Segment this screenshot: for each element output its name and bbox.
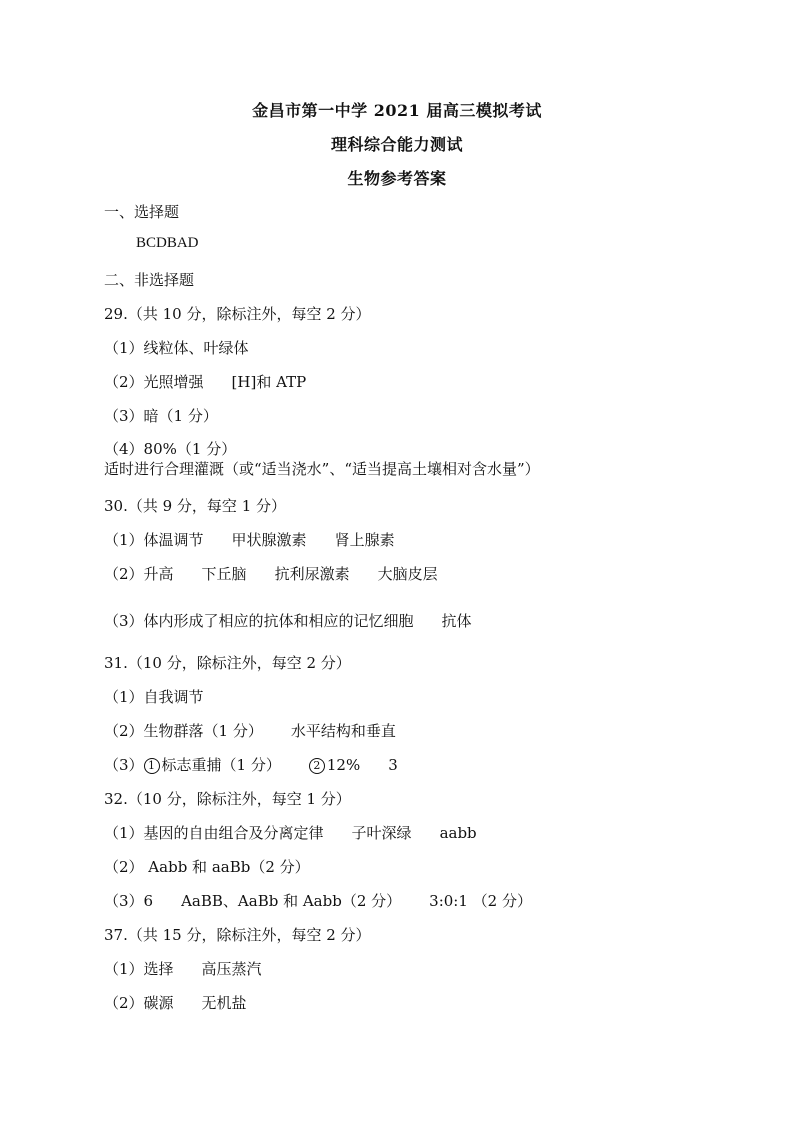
q30-answer-2c: 抗利尿激素 — [274, 565, 350, 583]
choice-answers: BCDBAD — [136, 235, 199, 251]
section-heading-nonchoice: 二、非选择题 — [104, 271, 195, 289]
q31-heading: 31.（10 分，除标注外，每空 2 分） — [104, 654, 351, 672]
q29-answer-4 — [104, 439, 694, 479]
q37-heading: 37.（共 15 分，除标注外，每空 2 分） — [104, 926, 371, 944]
q37-answer-1a: （1）选择 — [104, 960, 174, 978]
q30-answer-2b: 下丘脑 — [201, 565, 247, 583]
q30-heading: 30.（共 9 分，每空 1 分） — [104, 497, 287, 515]
exam-subtitle: 理科综合能力测试 — [330, 135, 463, 154]
q32-answer-1 — [104, 822, 477, 843]
exam-title: 金昌市第一中学 2021 届高三模拟考试 — [252, 101, 542, 120]
q29-answer-4b: 适时进行合理灌溉（或“适当浇水”、“适当提高土壤相对含水量”） — [104, 460, 540, 478]
q32-heading: 32.（10 分，除标注外，每空 1 分） — [104, 790, 351, 808]
q32-answer-3b: AaBB、AaBb 和 Aabb（2 分） — [181, 892, 402, 910]
q32-answer-1c: aabb — [439, 824, 477, 842]
q30-answer-3a: （3）体内形成了相应的抗体和相应的记忆细胞 — [104, 612, 414, 630]
q32-answer-3c: 3:0:1 （2 分） — [429, 892, 532, 910]
q30-answer-3b: 抗体 — [441, 612, 472, 630]
q29-answer-2 — [104, 371, 306, 392]
q30-answer-2 — [104, 563, 438, 584]
q31-answer-3b: 12% — [326, 756, 361, 774]
q30-answer-1b: 甲状腺激素 — [231, 531, 307, 549]
q37-answer-2b: 无机盐 — [201, 994, 247, 1012]
q30-answer-3 — [104, 610, 472, 631]
q31-answer-3c: 3 — [388, 756, 398, 774]
q32-answer-3 — [104, 890, 532, 911]
q29-answer-1: （1）线粒体、叶绿体 — [104, 339, 249, 357]
q37-answer-1 — [104, 958, 262, 979]
q30-answer-1a: （1）体温调节 — [104, 531, 204, 549]
answer-key-title: 生物参考答案 — [347, 169, 447, 188]
q32-answer-1a: （1）基因的自由组合及分离定律 — [104, 824, 324, 842]
circled-number-1: 1 — [144, 758, 160, 774]
q31-answer-2b: 水平结构和垂直 — [290, 722, 396, 740]
q30-answer-2d: 大脑皮层 — [377, 565, 438, 583]
q29-answer-2a: （2）光照增强 — [104, 373, 204, 391]
q31-answer-3a: 标志重捕（1 分） — [161, 756, 281, 774]
q37-answer-2a: （2）碳源 — [104, 994, 174, 1012]
q30-answer-1 — [104, 529, 395, 550]
q31-answer-3-prefix: （3） — [104, 756, 144, 774]
q29-heading: 29.（共 10 分，除标注外，每空 2 分） — [104, 305, 371, 323]
q29-answer-2b: [H]和 ATP — [231, 373, 307, 391]
q31-answer-3 — [104, 754, 398, 775]
q31-answer-1: （1）自我调节 — [104, 688, 204, 706]
q31-answer-2 — [104, 720, 396, 741]
q30-answer-1c: 肾上腺素 — [334, 531, 395, 549]
q37-answer-2 — [104, 992, 247, 1013]
q37-answer-1b: 高压蒸汽 — [201, 960, 262, 978]
q29-answer-3: （3）暗（1 分） — [104, 407, 218, 425]
q29-answer-4a: （4）80%（1 分） — [104, 440, 237, 458]
q30-answer-2a: （2）升高 — [104, 565, 174, 583]
q31-answer-2a: （2）生物群落（1 分） — [104, 722, 263, 740]
section-heading-choice: 一、选择题 — [104, 203, 180, 221]
q32-answer-1b: 子叶深绿 — [351, 824, 412, 842]
circled-number-2: 2 — [309, 758, 325, 774]
q32-answer-2: （2） Aabb 和 aaBb（2 分） — [104, 858, 310, 876]
q32-answer-3a: （3）6 — [104, 892, 154, 910]
